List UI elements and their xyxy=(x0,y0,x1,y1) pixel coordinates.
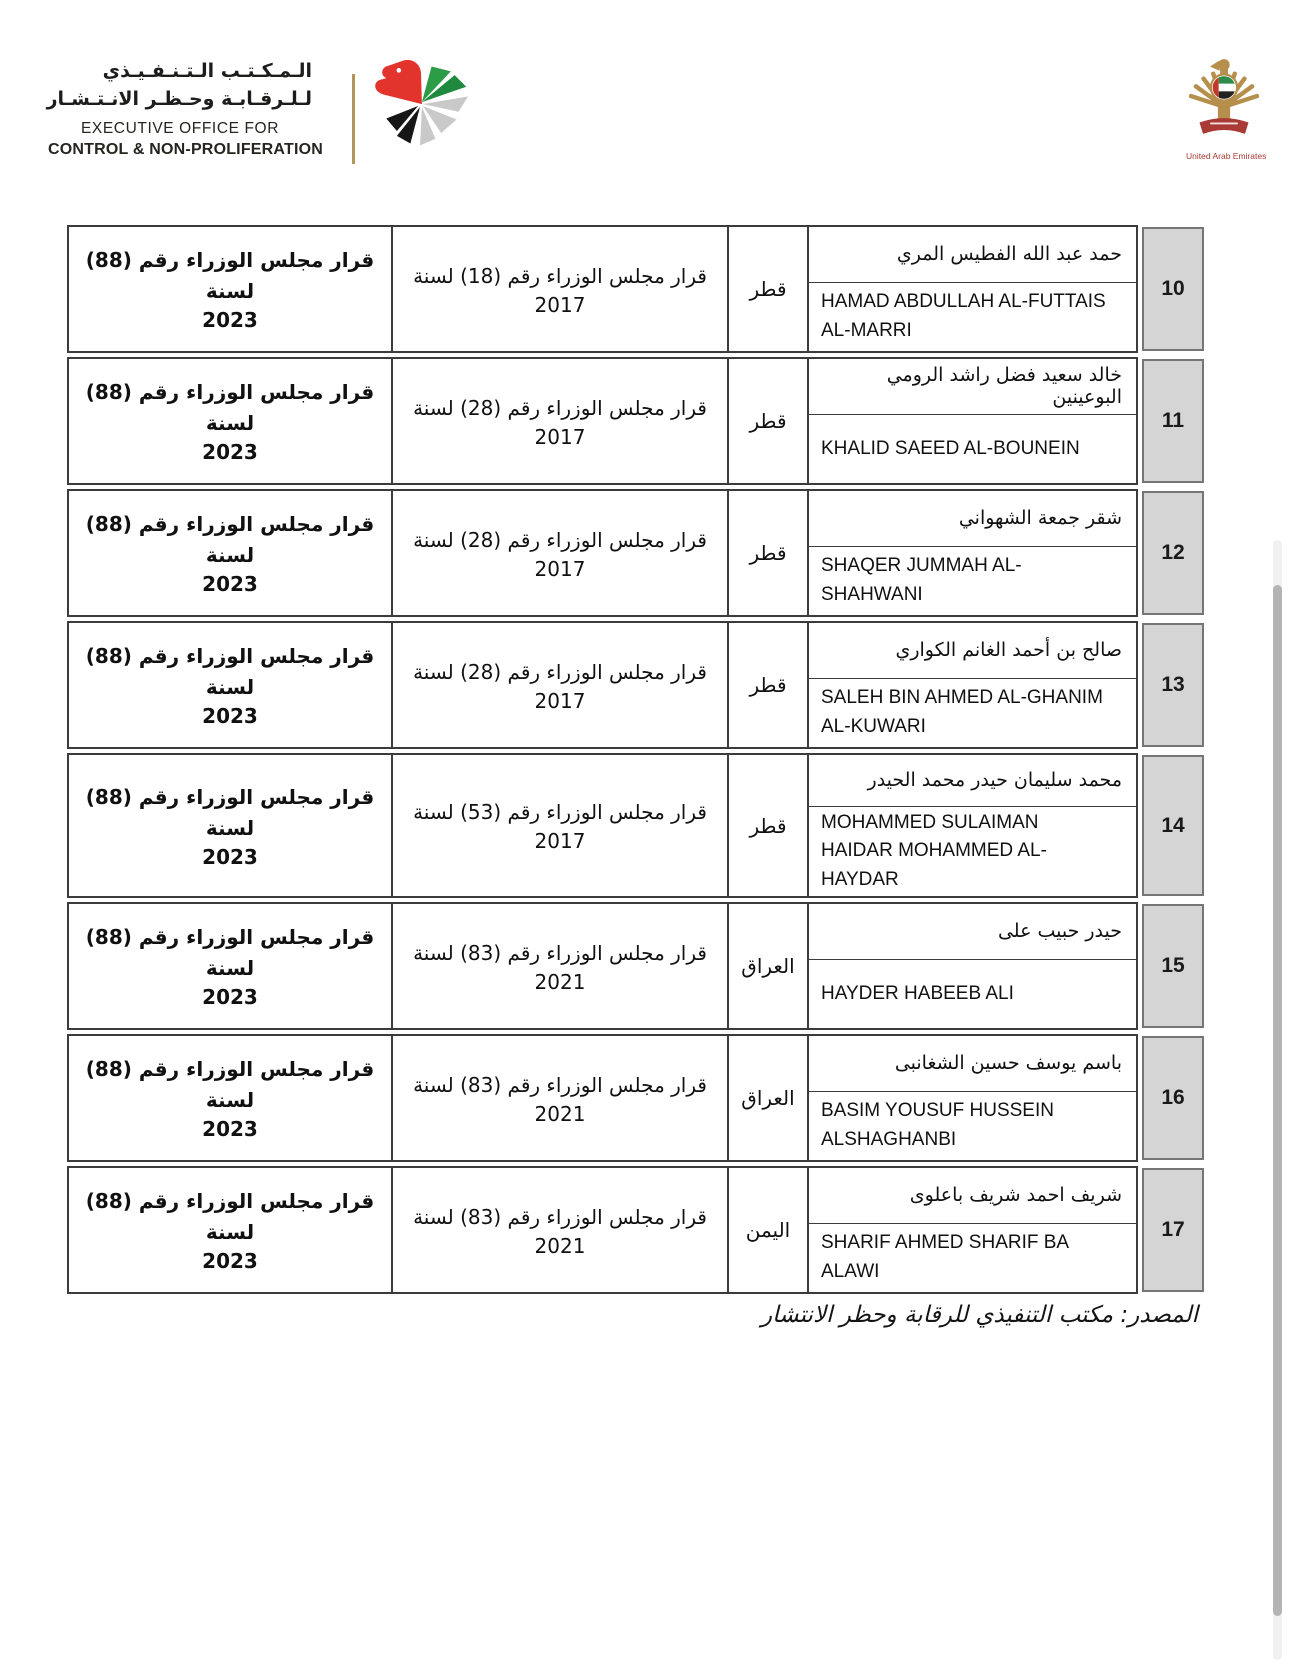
country-cell xyxy=(729,491,809,615)
country-cell xyxy=(729,227,809,351)
table-row-main xyxy=(67,1034,1138,1162)
listing-decision-cell xyxy=(69,227,393,351)
table-row xyxy=(67,225,1208,353)
original-decision-year: 2021 xyxy=(534,1233,586,1258)
name-english: KHALID SAEED AL-BOUNEIN xyxy=(821,437,1080,459)
country-label: قطر xyxy=(749,409,787,433)
listing-decision-year: 2023 xyxy=(202,1249,258,1273)
listing-decision-cell xyxy=(69,623,393,747)
table-row-main xyxy=(67,1166,1138,1294)
original-decision-year: 2017 xyxy=(534,424,586,449)
name-english: SHAQER JUMMAH AL-SHAHWANI xyxy=(821,555,1022,605)
original-decision-cell xyxy=(393,491,729,615)
eocn-arabic-name-line2: لـلـرقـابـة وحـظـر الانـتـشـار xyxy=(46,87,312,110)
table-row xyxy=(67,1034,1208,1162)
listing-decision-year: 2023 xyxy=(202,844,258,869)
country-cell xyxy=(729,623,809,747)
row-number: 13 xyxy=(1161,673,1185,696)
listing-decision-year: 2023 xyxy=(202,572,258,596)
name-english: SALEH BIN AHMED AL-GHANIM AL-KUWARI xyxy=(821,687,1103,737)
original-decision-text: قرار مجلس الوزراء رقم (28) لسنة xyxy=(413,395,707,420)
country-label: العراق xyxy=(741,1086,795,1110)
country-label: قطر xyxy=(749,813,787,838)
row-number-cell xyxy=(1142,1036,1204,1160)
uae-emblem-caption: United Arab Emirates xyxy=(1186,151,1267,161)
original-decision-year: 2017 xyxy=(534,292,586,317)
listing-decision-cell xyxy=(69,1036,393,1160)
row-number-cell xyxy=(1142,359,1204,483)
table-row xyxy=(67,357,1208,485)
original-decision-text: قرار مجلس الوزراء رقم (18) لسنة xyxy=(413,263,707,288)
country-cell xyxy=(729,904,809,1028)
source-note: المصدر: مكتب التنفيذي للرقابة وحظر الانتشار xyxy=(760,1302,1198,1328)
original-decision-cell xyxy=(393,904,729,1028)
table-row-main xyxy=(67,225,1138,353)
original-decision-cell xyxy=(393,1168,729,1292)
name-arabic: حيدر حبيب على xyxy=(809,904,1136,960)
row-number-cell xyxy=(1142,623,1204,747)
table-row xyxy=(67,621,1208,749)
row-number: 12 xyxy=(1161,541,1185,564)
name-cell xyxy=(809,755,1136,896)
row-number: 10 xyxy=(1161,277,1185,300)
country-label: قطر xyxy=(749,541,787,565)
table-row-main xyxy=(67,621,1138,749)
listing-decision-text: قرار مجلس الوزراء رقم (88) لسنة xyxy=(85,784,375,840)
uae-emblem-icon xyxy=(1189,52,1259,144)
original-decision-cell xyxy=(393,1036,729,1160)
row-number-cell xyxy=(1142,491,1204,615)
listing-decision-text: قرار مجلس الوزراء رقم (88) لسنة xyxy=(85,380,375,435)
name-cell xyxy=(809,359,1136,483)
name-arabic: خالد سعيد فضل راشد الرومي البوعينين xyxy=(809,359,1136,415)
row-number-cell xyxy=(1142,755,1204,896)
country-label: اليمن xyxy=(745,1218,791,1242)
row-number: 16 xyxy=(1161,1086,1185,1109)
listing-decision-cell xyxy=(69,491,393,615)
listing-decision-year: 2023 xyxy=(202,985,258,1009)
row-number-cell xyxy=(1142,904,1204,1028)
name-cell xyxy=(809,227,1136,351)
name-cell xyxy=(809,1168,1136,1292)
original-decision-year: 2017 xyxy=(534,688,586,713)
listing-decision-text: قرار مجلس الوزراء رقم (88) لسنة xyxy=(85,644,375,699)
eocn-english-name-line1: EXECUTIVE OFFICE FOR xyxy=(80,120,279,138)
eocn-arabic-name-line1: الـمـكـتـب الـتـنـفـيـذي xyxy=(102,60,312,82)
name-arabic: باسم يوسف حسين الشغانبى xyxy=(809,1036,1136,1092)
table-row-main xyxy=(67,902,1138,1030)
listing-decision-year: 2023 xyxy=(202,308,258,332)
name-english: HAMAD ABDULLAH AL-FUTTAIS AL-MARRI xyxy=(821,291,1106,341)
name-arabic: محمد سليمان حيدر محمد الحيدر xyxy=(809,755,1136,807)
brand-divider xyxy=(352,74,355,164)
country-label: قطر xyxy=(749,277,787,301)
listing-decision-cell xyxy=(69,1168,393,1292)
listing-decision-year: 2023 xyxy=(202,1117,258,1141)
name-arabic: شقر جمعة الشهواني xyxy=(809,491,1136,547)
name-cell xyxy=(809,1036,1136,1160)
original-decision-cell xyxy=(393,359,729,483)
eocn-logo-text xyxy=(46,58,324,159)
original-decision-year: 2021 xyxy=(534,969,586,994)
table-row xyxy=(67,489,1208,617)
name-arabic: صالح بن أحمد الغانم الكواري xyxy=(809,623,1136,679)
original-decision-text: قرار مجلس الوزراء رقم (53) لسنة xyxy=(413,800,707,824)
listing-decision-text: قرار مجلس الوزراء رقم (88) لسنة xyxy=(85,248,375,303)
country-label: العراق xyxy=(741,954,795,978)
name-arabic: شريف احمد شريف باعلوى xyxy=(809,1168,1136,1224)
original-decision-year: 2017 xyxy=(534,556,586,581)
original-decision-text: قرار مجلس الوزراء رقم (28) لسنة xyxy=(413,527,707,552)
original-decision-text: قرار مجلس الوزراء رقم (28) لسنة xyxy=(413,659,707,684)
scrollbar-thumb[interactable] xyxy=(1273,585,1282,1616)
name-english: SHARIF AHMED SHARIF BA ALAWI xyxy=(821,1232,1069,1282)
original-decision-cell xyxy=(393,227,729,351)
name-cell xyxy=(809,491,1136,615)
name-english: MOHAMMED SULAIMAN HAIDAR MOHAMMED AL-HAYDAR xyxy=(821,811,1047,890)
country-cell xyxy=(729,1168,809,1292)
name-cell xyxy=(809,904,1136,1028)
eocn-english-name-line2: CONTROL & NON-PROLIFERATION xyxy=(48,141,324,159)
name-english: HAYDER HABEEB ALI xyxy=(821,982,1014,1004)
name-cell xyxy=(809,623,1136,747)
listing-decision-year: 2023 xyxy=(202,704,258,728)
listing-decision-year: 2023 xyxy=(202,440,258,464)
original-decision-cell xyxy=(393,623,729,747)
original-decision-cell xyxy=(393,755,729,896)
country-cell xyxy=(729,1036,809,1160)
row-number-cell xyxy=(1142,1168,1204,1292)
table-row-main xyxy=(67,357,1138,485)
sanctions-table xyxy=(67,225,1208,1298)
country-cell xyxy=(729,359,809,483)
name-english: BASIM YOUSUF HUSSEIN ALSHAGHANBI xyxy=(821,1100,1054,1150)
eocn-falcon-logo-icon xyxy=(364,54,476,158)
listing-decision-cell xyxy=(69,755,393,896)
table-row xyxy=(67,753,1208,898)
original-decision-text: قرار مجلس الوزراء رقم (83) لسنة xyxy=(413,1204,707,1229)
listing-decision-text: قرار مجلس الوزراء رقم (88) لسنة xyxy=(85,1189,375,1244)
row-number: 11 xyxy=(1161,409,1185,432)
listing-decision-text: قرار مجلس الوزراء رقم (88) لسنة xyxy=(85,1057,375,1112)
original-decision-text: قرار مجلس الوزراء رقم (83) لسنة xyxy=(413,1072,707,1097)
row-number: 17 xyxy=(1161,1218,1185,1241)
listing-decision-text: قرار مجلس الوزراء رقم (88) لسنة xyxy=(85,925,375,980)
row-number-cell xyxy=(1142,227,1204,351)
table-row xyxy=(67,1166,1208,1294)
table-row-main xyxy=(67,489,1138,617)
original-decision-text: قرار مجلس الوزراء رقم (83) لسنة xyxy=(413,940,707,965)
listing-decision-text: قرار مجلس الوزراء رقم (88) لسنة xyxy=(85,512,375,567)
uae-emblem xyxy=(1186,52,1267,161)
country-cell xyxy=(729,755,809,896)
table-row xyxy=(67,902,1208,1030)
table-row-main xyxy=(67,753,1138,898)
country-label: قطر xyxy=(749,673,787,697)
listing-decision-cell xyxy=(69,359,393,483)
row-number: 15 xyxy=(1161,954,1185,977)
listing-decision-cell xyxy=(69,904,393,1028)
row-number: 14 xyxy=(1161,813,1185,837)
original-decision-year: 2017 xyxy=(534,829,586,853)
original-decision-year: 2021 xyxy=(534,1101,586,1126)
name-arabic: حمد عبد الله الفطيس المري xyxy=(809,227,1136,283)
